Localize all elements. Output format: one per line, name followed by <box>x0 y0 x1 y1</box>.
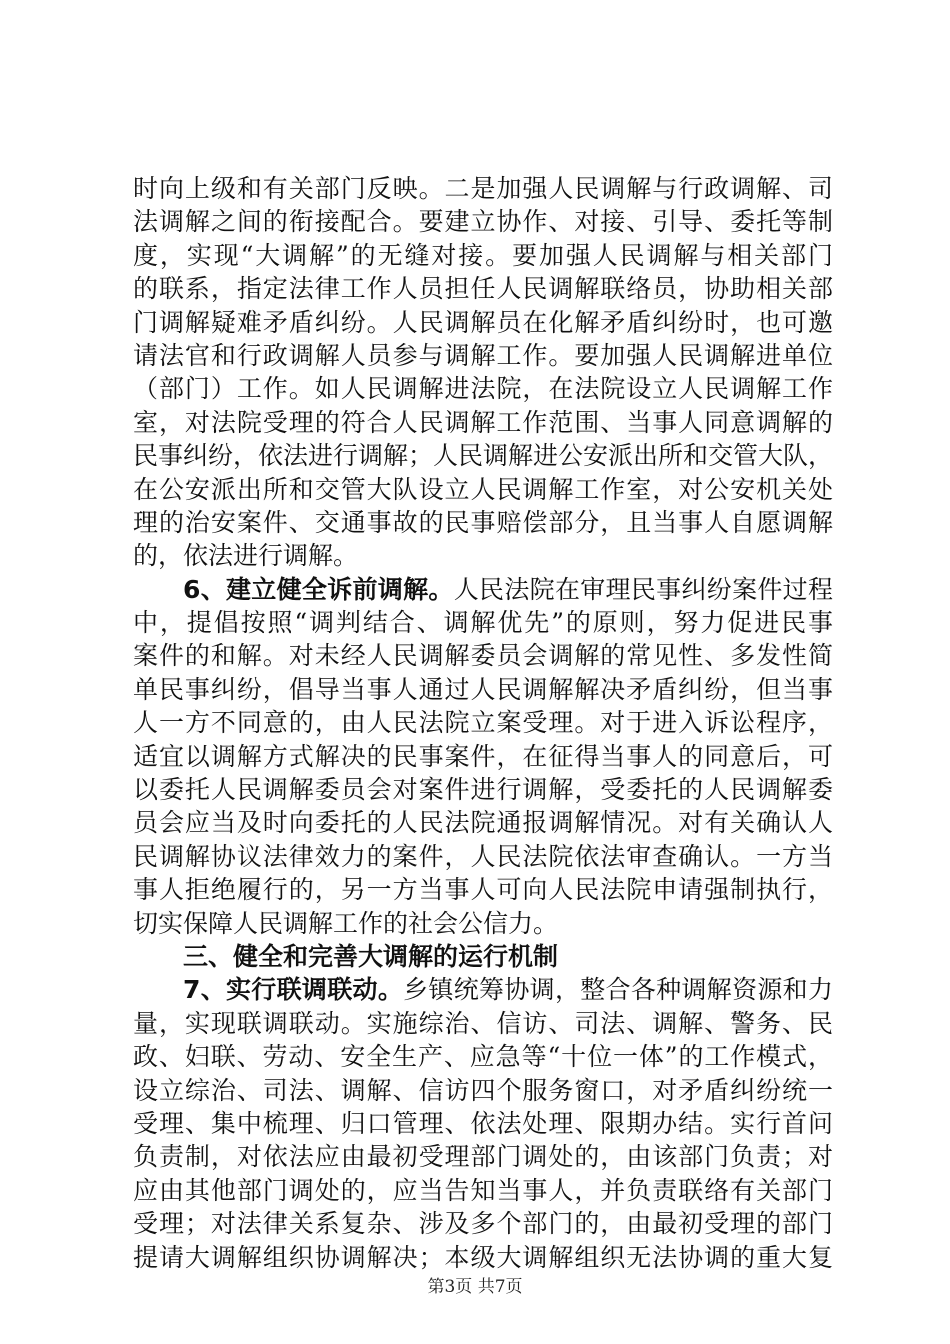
text-line: 负责制，对依法应由最初受理部门调处的，由该部门负责；对 <box>133 1142 833 1172</box>
text-line: 事人拒绝履行的，另一方当事人可向人民法院申请强制执行， <box>133 875 833 905</box>
text-line: 理的治安案件、交通事故的民事赔偿部分，且当事人自愿调解 <box>133 507 833 537</box>
para7-heading: 7、实行联调联动。 <box>183 975 404 1005</box>
text-line: 应由其他部门调处的，应当告知当事人，并负责联络有关部门 <box>133 1175 833 1205</box>
text-line: 以委托人民调解委员会对案件进行调解，受委托的人民调解委 <box>133 775 833 805</box>
section3-heading: 三、健全和完善大调解的运行机制 <box>183 941 559 971</box>
text-line: 门调解疑难矛盾纠纷。人民调解员在化解矛盾纠纷时，也可邀 <box>133 307 833 337</box>
para7-first-line <box>133 973 833 1006</box>
text-line: 的，依法进行调解。 <box>133 541 359 571</box>
para6-first-rest: 人民法院在审理民事纠纷案件过程 <box>453 574 833 604</box>
text-line: 单民事纠纷，倡导当事人通过人民调解解决矛盾纠纷，但当事 <box>133 674 833 704</box>
text-line: 法调解之间的衔接配合。要建立协作、对接、引导、委托等制 <box>133 207 833 237</box>
text-line: 的联系，指定法律工作人员担任人民调解联络员，协助相关部 <box>133 274 833 304</box>
para6-first-line <box>133 573 833 606</box>
text-line: 员会应当及时向委托的人民法院通报调解情况。对有关确认人 <box>133 808 833 838</box>
text-line: 时向上级和有关部门反映。二是加强人民调解与行政调解、司 <box>133 174 833 203</box>
text-line: 切实保障人民调解工作的社会公信力。 <box>133 908 559 938</box>
text-line: 民事纠纷，依法进行调解；人民调解进公安派出所和交管大队， <box>133 441 834 471</box>
document-body <box>133 172 833 1274</box>
text-line: 度，实现“大调解”的无缝对接。要加强人民调解与相关部门 <box>133 240 833 270</box>
text-line: 设立综治、司法、调解、信访四个服务窗口，对矛盾纠纷统一 <box>133 1075 833 1105</box>
text-line: 在公安派出所和交管大队设立人民调解工作室，对公安机关处 <box>133 474 833 504</box>
page-footer: 第3页 共7页 <box>427 1277 523 1297</box>
text-line: 室，对法院受理的符合人民调解工作范围、当事人同意调解的 <box>133 407 833 437</box>
text-line: 适宜以调解方式解决的民事案件，在征得当事人的同意后，可 <box>133 741 833 771</box>
section-heading <box>133 940 833 973</box>
para6-heading: 6、建立健全诉前调解。 <box>183 574 454 604</box>
text-line: 人一方不同意的，由人民法院立案受理。对于进入诉讼程序， <box>133 708 833 738</box>
text-line: 案件的和解。对未经人民调解委员会调解的常见性、多发性简 <box>133 641 833 671</box>
para7-first-rest: 乡镇统筹协调，整合各种调解资源和力 <box>403 975 833 1005</box>
text-line: 提请大调解组织协调解决；本级大调解组织无法协调的重大复 <box>133 1242 833 1272</box>
text-line: 中，提倡按照“调判结合、调解优先”的原则，努力促进民事 <box>133 608 833 638</box>
text-line: 受理；对法律关系复杂、涉及多个部门的，由最初受理的部门 <box>133 1209 833 1239</box>
text-line: 民调解协议法律效力的案件，人民法院依法审查确认。一方当 <box>133 841 833 871</box>
text-line: 政、妇联、劳动、安全生产、应急等“十位一体”的工作模式， <box>133 1042 833 1072</box>
text-line: 量，实现联调联动。实施综治、信访、司法、调解、警务、民 <box>133 1008 833 1038</box>
text-line: 请法官和行政调解人员参与调解工作。要加强人民调解进单位 <box>133 340 833 370</box>
text-line: 受理、集中梳理、归口管理、依法处理、限期办结。实行首问 <box>133 1108 833 1138</box>
text-line: （部门）工作。如人民调解进法院，在法院设立人民调解工作 <box>133 374 833 404</box>
